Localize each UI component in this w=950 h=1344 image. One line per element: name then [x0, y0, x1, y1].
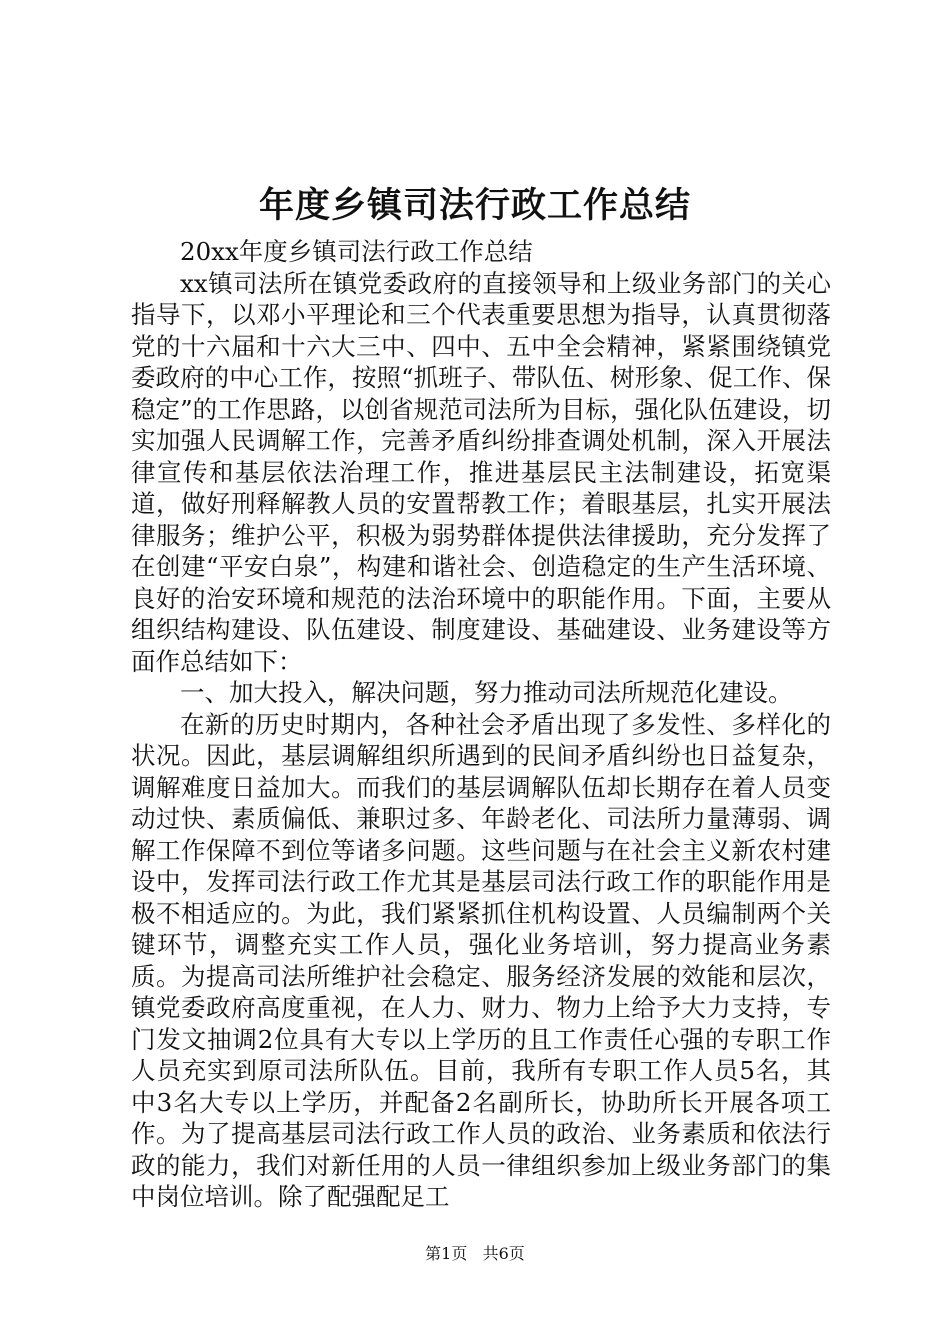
page-footer: [0, 1244, 950, 1264]
paragraph-subtitle: 20xx年度乡镇司法行政工作总结: [180, 237, 533, 266]
document-title: 年度乡镇司法行政工作总结: [258, 185, 691, 226]
document-body: [131, 236, 831, 1213]
paragraph-section-heading: 一、加大投入，解决问题，努力推动司法所规范化建设。: [180, 678, 793, 707]
paragraph-section-body: 在新的历史时期内，各种社会矛盾出现了多发性、多样化的状况。因此，基层调解组织所遇到的民间矛盾纠纷也日益复杂，调解难度日益加大。而我们的基层调解队伍却长期存在着人员变动过快、素质偏低、兼职过多、年龄老化、司法所力量薄弱、调解工作保障不到位等诸多问题。这些问题与在社会主义新农村建设中，发挥司法行政工作尤其是基层司法行政工作的职能作用是极不相适应的。为此，我们紧紧抓住机构设置、人员编制两个关键环节，调整充实工作人员，强化业务培训，努力提高业务素质。为提高司法所维护社会稳定、服务经济发展的效能和层次，镇党委政府高度重视，在人力、财力、物力上给予大力支持，专门发文抽调2位具有大专以上学历的且工作责任心强的专职工作人员充实到原司法所队伍。目前，我所有专职工作人员5名，其中3名大专以上学历，并配备2名副所长，协助所长开展各项工作。为了提高基层司法行政工作人员的政治、业务素质和依法行政的能力，我们对新任用的人员一律组织参加上级业务部门的集中岗位培训。除了配强配足工: [131, 709, 831, 1211]
paragraph-intro: xx镇司法所在镇党委政府的直接领导和上级业务部门的关心指导下，以邓小平理论和三个代表重要思想为指导，认真贯彻落党的十六届和十六大三中、四中、五中全会精神，紧紧围绕镇党委政府的中心工作，按照“抓班子、带队伍、树形象、促工作、保稳定”的工作思路，以创省规范司法所为目标，强化队伍建设，切实加强人民调解工作，完善矛盾纠纷排查调处机制，深入开展法律宣传和基层依法治理工作，推进基层民主法制建设，拓宽渠道，做好刑释解教人员的安置帮教工作；着眼基层，扎实开展法律服务；维护公平，积极为弱势群体提供法律援助，充分发挥了在创建“平安白泉”，构建和谐社会、创造稳定的生产生活环境、良好的治安环境和规范的法治环境中的职能作用。下面，主要从组织结构建设、队伍建设、制度建设、基础建设、业务建设等方面作总结如下：: [131, 268, 831, 676]
page-number: 第1页: [425, 1244, 468, 1263]
page-total: 共6页: [482, 1244, 525, 1263]
